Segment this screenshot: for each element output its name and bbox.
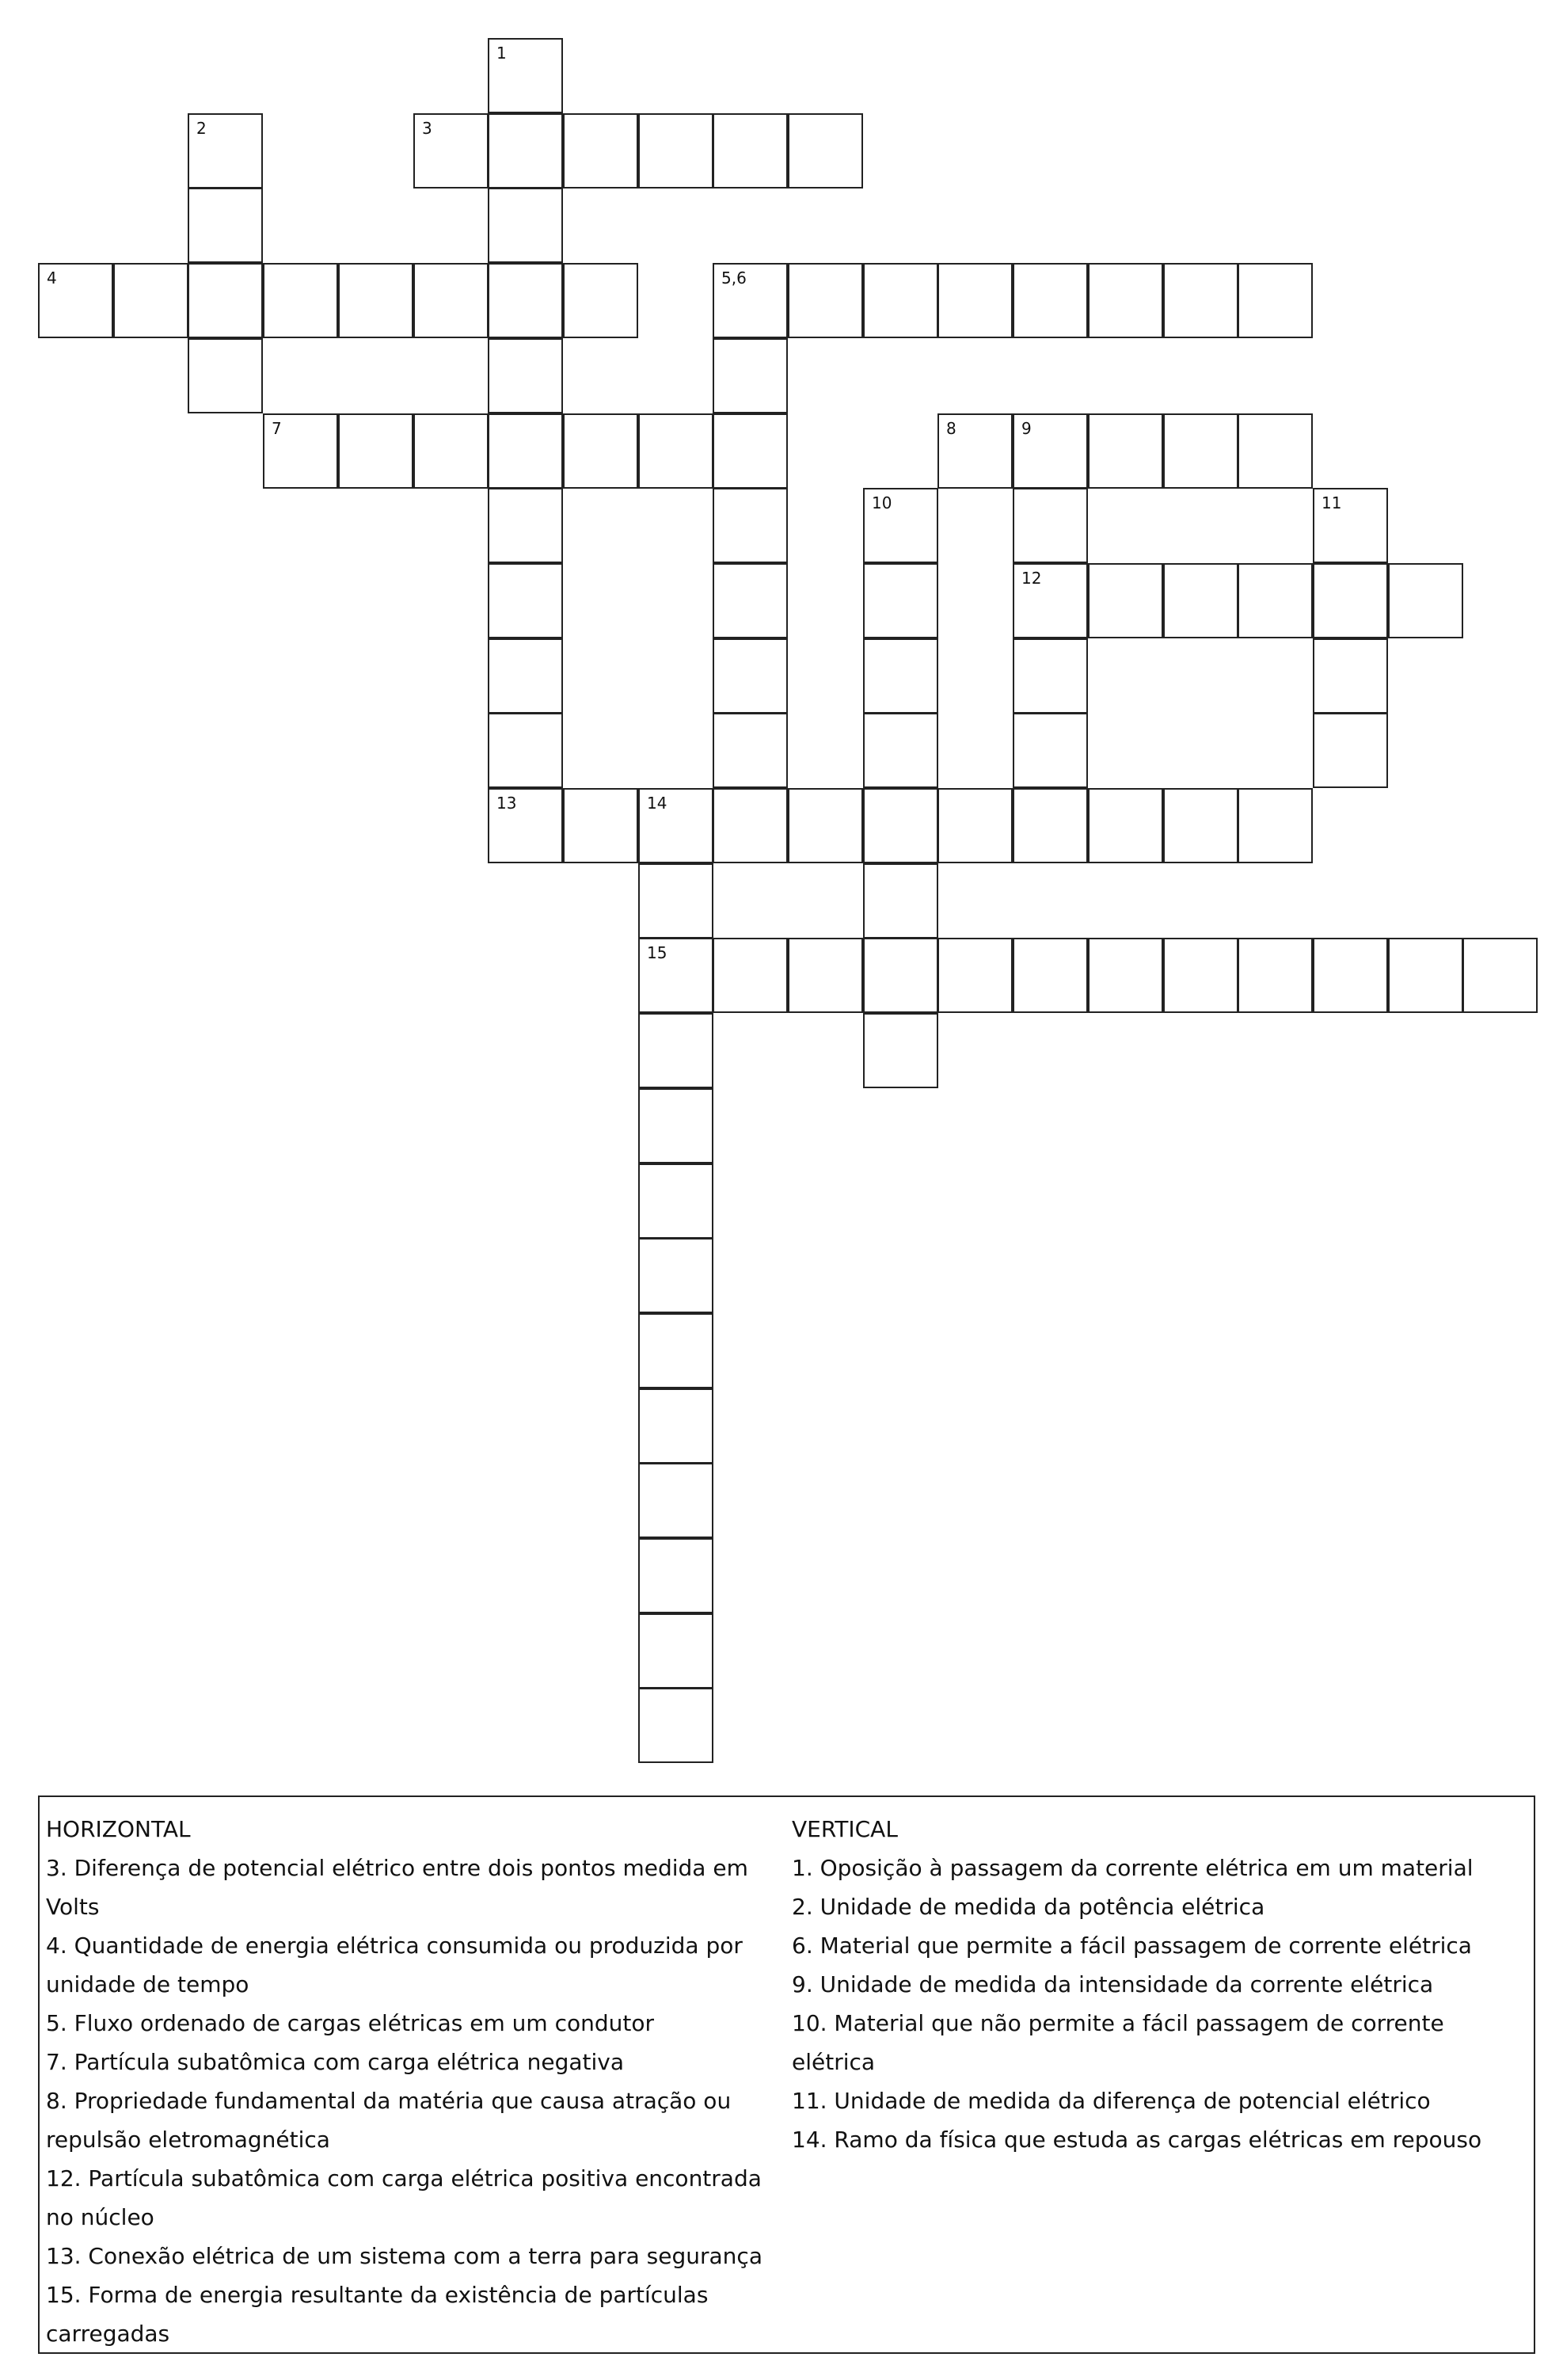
horizontal-clue: 8. Propriedade fundamental da matéria que causa atração ou repulsão eletromagnética [46,2088,732,2153]
crossword-cell[interactable] [263,413,338,489]
crossword-cell[interactable] [1163,263,1238,338]
clue-number: 9 [1021,419,1032,438]
crossword-cell[interactable] [863,1013,938,1088]
crossword-cell[interactable] [638,1088,713,1163]
clue-number: 2 [196,119,207,138]
clue-number: 14 [647,794,667,813]
crossword-cell[interactable] [863,638,938,714]
crossword-cell[interactable] [488,263,563,338]
crossword-cell[interactable] [488,563,563,638]
crossword-cell[interactable] [713,413,788,489]
crossword-cell[interactable] [1013,713,1088,788]
clue-number: 15 [647,943,667,962]
crossword-cell[interactable] [488,38,563,113]
crossword-cell[interactable] [188,113,263,188]
crossword-cell[interactable] [638,1163,713,1239]
crossword-cell[interactable] [413,263,489,338]
crossword-cell[interactable] [713,113,788,188]
crossword-cell[interactable] [1163,413,1238,489]
crossword-cell[interactable] [788,263,863,338]
crossword-cell[interactable] [713,263,788,338]
crossword-cell[interactable] [1013,938,1088,1013]
crossword-cell[interactable] [563,113,638,188]
vertical-clue: 9. Unidade de medida da intensidade da corrente elétrica [792,1971,1434,1997]
clue-number: 1 [496,44,507,63]
clue-number: 7 [272,419,282,438]
crossword-cell[interactable] [1088,788,1163,863]
crossword-cell[interactable] [1238,563,1313,638]
clues-box [38,1795,1535,2354]
clue-number: 11 [1322,493,1342,512]
crossword-cell[interactable] [863,263,938,338]
crossword-cell[interactable] [1013,413,1088,489]
clue-number: 12 [1021,569,1042,588]
crossword-cell[interactable] [863,788,938,863]
crossword-cell[interactable] [488,413,563,489]
vertical-clue: 11. Unidade de medida da diferença de potencial elétrico [792,2088,1431,2114]
crossword-cell[interactable] [1013,488,1088,563]
crossword-cell[interactable] [38,263,113,338]
crossword-cell[interactable] [713,638,788,714]
horizontal-clue: 15. Forma de energia resultante da existência de partículas carregadas [46,2282,709,2347]
crossword-cell[interactable] [1238,413,1313,489]
crossword-cell[interactable] [638,413,713,489]
crossword-cell[interactable] [1013,263,1088,338]
crossword-cell[interactable] [488,788,563,863]
crossword-cell[interactable] [638,1538,713,1613]
vertical-clue: 10. Material que não permite a fácil passagem de corrente elétrica [792,2010,1444,2075]
crossword-cell[interactable] [1313,563,1388,638]
crossword-cell[interactable] [188,338,263,413]
crossword-cell[interactable] [188,263,263,338]
crossword-cell[interactable] [1013,788,1088,863]
crossword-cell[interactable] [1088,563,1163,638]
clue-number: 5,6 [721,268,747,288]
vertical-clue: 14. Ramo da física que estuda as cargas elétricas em repouso [792,2127,1482,2153]
vertical-clue: 1. Oposição à passagem da corrente elétrica em um material [792,1855,1474,1881]
crossword-cell[interactable] [638,1238,713,1313]
crossword-cell[interactable] [188,188,263,263]
crossword-cell[interactable] [1388,938,1463,1013]
clue-number: 3 [422,119,432,138]
crossword-cell[interactable] [1313,713,1388,788]
crossword-cell[interactable] [713,713,788,788]
crossword-cell[interactable] [488,188,563,263]
crossword-cell[interactable] [1238,263,1313,338]
horizontal-clue: 5. Fluxo ordenado de cargas elétricas em um condutor [46,2010,655,2036]
crossword-cell[interactable] [937,938,1013,1013]
horizontal-clue: 13. Conexão elétrica de um sistema com a terra para segurança [46,2243,762,2269]
crossword-cell[interactable] [1163,563,1238,638]
horizontal-clue: 3. Diferença de potencial elétrico entre dois pontos medida em Volts [46,1855,748,1920]
crossword-cell[interactable] [713,938,788,1013]
horizontal-clues-column [46,1810,790,2353]
crossword-cell[interactable] [1163,938,1238,1013]
crossword-cell[interactable] [863,863,938,939]
crossword-cell[interactable] [863,563,938,638]
crossword-cell[interactable] [563,413,638,489]
crossword-cell[interactable] [937,413,1013,489]
horizontal-clue: 7. Partícula subatômica com carga elétrica negativa [46,2049,624,2075]
crossword-cell[interactable] [1088,938,1163,1013]
crossword-cell[interactable] [413,413,489,489]
crossword-cell[interactable] [1163,788,1238,863]
crossword-cell[interactable] [338,413,413,489]
crossword-cell[interactable] [1013,638,1088,714]
horizontal-clues-title: HORIZONTAL [46,1816,191,1842]
crossword-cell[interactable] [713,563,788,638]
crossword-cell[interactable] [638,1013,713,1088]
crossword-cell[interactable] [1313,488,1388,563]
vertical-clue: 6. Material que permite a fácil passagem de corrente elétrica [792,1933,1472,1959]
crossword-cell[interactable] [638,1313,713,1388]
crossword-cell[interactable] [1088,413,1163,489]
crossword-cell[interactable] [788,113,863,188]
crossword-cell[interactable] [1238,938,1313,1013]
crossword-cell[interactable] [863,713,938,788]
crossword-cell[interactable] [638,938,713,1013]
crossword-cell[interactable] [488,638,563,714]
crossword-cell[interactable] [638,1463,713,1538]
crossword-cell[interactable] [638,1613,713,1689]
vertical-clue: 2. Unidade de medida da potência elétrica [792,1894,1265,1920]
crossword-cell[interactable] [713,338,788,413]
crossword-cell[interactable] [488,338,563,413]
crossword-cell[interactable] [638,1688,713,1763]
clue-number: 4 [47,268,57,288]
crossword-cell[interactable] [638,863,713,939]
crossword-cell[interactable] [1238,788,1313,863]
crossword-cell[interactable] [338,263,413,338]
crossword-cell[interactable] [563,788,638,863]
crossword-cell[interactable] [488,113,563,188]
crossword-cell[interactable] [937,788,1013,863]
crossword-cell[interactable] [1462,938,1538,1013]
crossword-cell[interactable] [638,1388,713,1464]
crossword-cell[interactable] [937,263,1013,338]
crossword-cell[interactable] [488,488,563,563]
clue-number: 10 [872,493,892,512]
crossword-cell[interactable] [788,788,863,863]
crossword-cell[interactable] [713,788,788,863]
crossword-cell[interactable] [1388,563,1463,638]
crossword-cell[interactable] [788,938,863,1013]
crossword-cell[interactable] [638,113,713,188]
horizontal-clue: 12. Partícula subatômica com carga elétrica positiva encontrada no núcleo [46,2165,762,2230]
crossword-cell[interactable] [863,488,938,563]
crossword-cell[interactable] [263,263,338,338]
crossword-cell[interactable] [863,938,938,1013]
crossword-cell[interactable] [1088,263,1163,338]
crossword-cell[interactable] [488,713,563,788]
clue-number: 13 [496,794,517,813]
clue-number: 8 [946,419,956,438]
vertical-clues-title: VERTICAL [792,1816,898,1842]
crossword-cell[interactable] [638,788,713,863]
crossword-cell[interactable] [413,113,489,188]
crossword-cell[interactable] [1313,638,1388,714]
crossword-cell[interactable] [1313,938,1388,1013]
crossword-cell[interactable] [713,488,788,563]
vertical-clues-column [792,1810,1532,2159]
crossword-cell[interactable] [563,263,638,338]
horizontal-clue: 4. Quantidade de energia elétrica consumida ou produzida por unidade de tempo [46,1933,743,1997]
crossword-cell[interactable] [113,263,188,338]
crossword-cell[interactable] [1013,563,1088,638]
